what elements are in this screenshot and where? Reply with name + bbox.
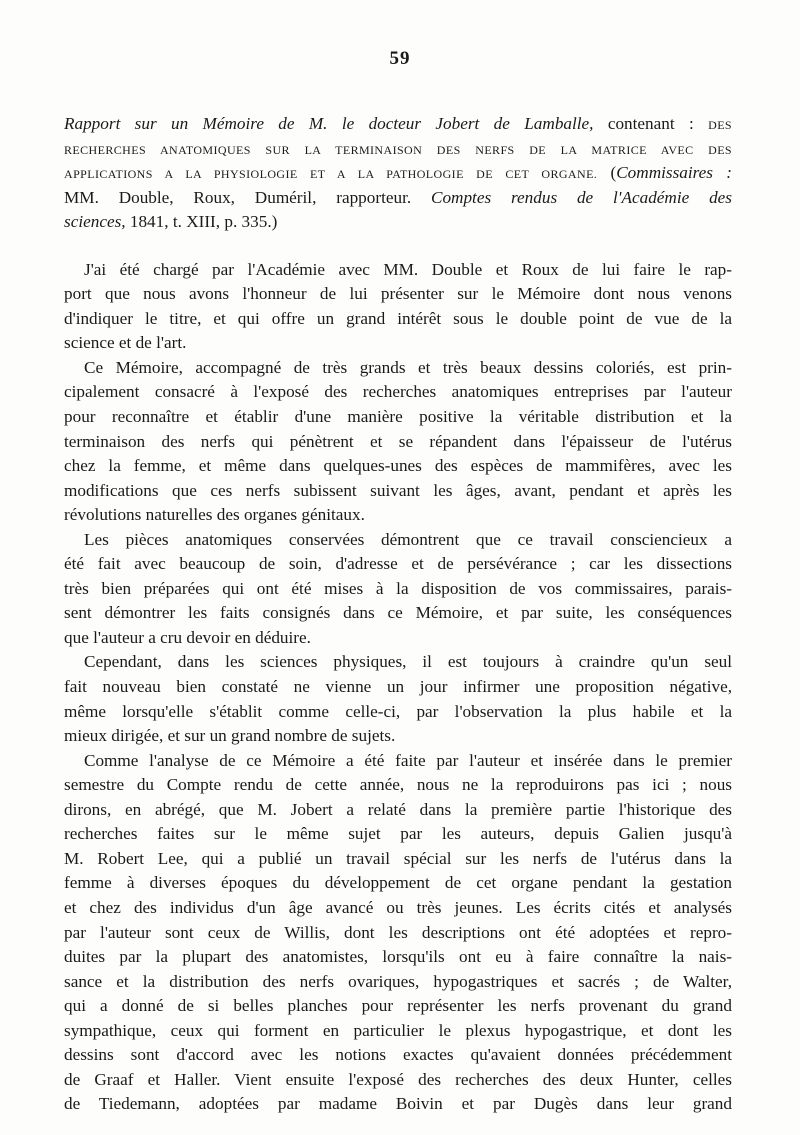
heading-text: 1841, t. XIII, p. 335.) bbox=[125, 212, 278, 232]
paragraph bbox=[64, 528, 732, 651]
heading-text: Comptes rendus de l'Académie des bbox=[430, 187, 732, 207]
text-line: et chez des individus d'un âge avancé ou très jeunes. Les écrits cités et analysés bbox=[64, 897, 732, 917]
text-line: J'ai été chargé par l'Académie avec MM. Double et Roux de lui faire le rap- bbox=[84, 259, 732, 279]
text-line: sance et la distribution des nerfs ovariques, hypogastriques et sacrés ; de Walter, bbox=[64, 971, 732, 991]
text-line: de Tiedemann, adoptées par madame Boivin et par Dugès dans leur grand bbox=[64, 1094, 732, 1114]
text-line: femme à diverses époques du développement de cet organe pendant la gestation bbox=[64, 873, 732, 893]
text-line: Comme l'analyse de ce Mémoire a été faite par l'auteur et insérée dans le premier bbox=[84, 750, 732, 770]
text-line: port que nous avons l'honneur de lui présenter sur le Mémoire dont nous venons bbox=[64, 284, 732, 304]
text-line: modifications que ces nerfs subissent suivant les âges, avant, pendant et après les bbox=[64, 480, 732, 500]
heading-text: DES bbox=[708, 118, 732, 132]
heading-text: Commissaires : bbox=[616, 163, 732, 183]
text-line: Ce Mémoire, accompagné de très grands et très beaux dessins coloriés, est prin- bbox=[84, 357, 732, 377]
text-line: semestre du Compte rendu de cette année, nous ne la reproduirons pas ici ; nous bbox=[64, 775, 732, 795]
text-line: pour reconnaître et établir d'une manière positive la véritable distribution et la bbox=[64, 407, 732, 427]
text-line: même lorsqu'elle s'établit comme celle-ci, par l'observation la plus habile et la bbox=[64, 701, 732, 721]
text-block bbox=[64, 112, 732, 1117]
page-number: 59 bbox=[389, 48, 411, 69]
text-line: par l'auteur sont ceux de Willis, dont les descriptions ont été adoptées et repro- bbox=[64, 922, 732, 942]
text-line: très bien préparées qui ont été mises à la disposition de vos commissaires, parais- bbox=[64, 578, 732, 598]
paragraph bbox=[64, 650, 732, 748]
text-line: de Graaf et Haller. Vient ensuite l'exposé des recherches des deux Hunter, celles bbox=[64, 1069, 732, 1089]
text-line: qui a donné de si belles planches pour représenter les nerfs provenant du grand bbox=[64, 996, 732, 1016]
paragraph bbox=[64, 749, 732, 1117]
text-line: Les pièces anatomiques conservées démontrent que ce travail consciencieux a bbox=[84, 529, 732, 549]
text-line: M. Robert Lee, qui a publié un travail spécial sur les nerfs de l'utérus dans la bbox=[64, 848, 732, 868]
text-line: que l'auteur a cru devoir en déduire. bbox=[64, 627, 311, 647]
text-line: duites par la plupart des anatomistes, lorsqu'ils ont eu à faire connaître la nais- bbox=[64, 947, 732, 967]
heading-text: APPLICATIONS A LA PHYSIOLOGIE ET A LA PATHOLOGIE DE CET ORGANE. bbox=[64, 167, 598, 182]
text-line: dessins sont d'accord avec les notions exactes qu'avaient données précédemment bbox=[64, 1045, 732, 1065]
report-heading bbox=[64, 112, 732, 235]
heading-line bbox=[64, 186, 732, 211]
text-line: été fait avec beaucoup de soin, d'adresse et de persévérance ; car les dissections bbox=[64, 554, 732, 574]
report-body bbox=[64, 258, 732, 1117]
text-line: cipalement consacré à l'exposé des recherches anatomiques entreprises par l'auteur bbox=[64, 382, 732, 402]
text-line: sympathique, ceux qui forment en particulier le plexus hypogastrique, et dont les bbox=[64, 1020, 732, 1040]
heading-line bbox=[64, 210, 732, 235]
text-line: d'indiquer le titre, et qui offre un grand intérêt sous le double point de vue de la bbox=[64, 308, 732, 328]
heading-line bbox=[64, 137, 732, 162]
heading-line bbox=[64, 161, 732, 186]
heading-line bbox=[64, 112, 732, 137]
heading-text: Rapport sur un Mémoire de M. le docteur Jobert de Lamballe, bbox=[64, 114, 594, 133]
paragraph bbox=[64, 258, 732, 356]
text-line: science et de l'art. bbox=[64, 333, 187, 353]
heading-text: RECHERCHES ANATOMIQUES SUR LA TERMINAISON DES NERFS DE LA MATRICE AVEC DES bbox=[64, 142, 732, 157]
heading-text: sciences, bbox=[64, 212, 126, 232]
text-line: fait nouveau bien constaté ne vienne un jour infirmer une proposition négative, bbox=[64, 677, 732, 697]
text-line: révolutions naturelles des organes génitaux. bbox=[64, 505, 365, 525]
text-line: dirons, en abrégé, que M. Jobert a relaté dans la première partie l'historique des bbox=[64, 799, 732, 819]
text-line: terminaison des nerfs qui pénètrent et se répandent dans l'épaisseur de l'utérus bbox=[64, 431, 732, 451]
text-line: sent démontrer les faits consignés dans ce Mémoire, et par suite, les conséquences bbox=[64, 603, 732, 623]
heading-text: MM. Double, Roux, Duméril, rapporteur. bbox=[64, 187, 431, 207]
text-line: mieux dirigée, et sur un grand nombre de sujets. bbox=[64, 726, 396, 746]
heading-text: ( bbox=[597, 163, 617, 183]
paragraph bbox=[64, 356, 732, 528]
text-line: Cependant, dans les sciences physiques, il est toujours à craindre qu'un seul bbox=[84, 652, 732, 672]
text-line: chez la femme, et même dans quelques-unes des espèces de mammifères, avec les bbox=[64, 456, 732, 476]
text-line: recherches faites sur le même sujet par les auteurs, depuis Galien jusqu'à bbox=[64, 824, 732, 844]
heading-text: contenant : bbox=[593, 114, 709, 133]
